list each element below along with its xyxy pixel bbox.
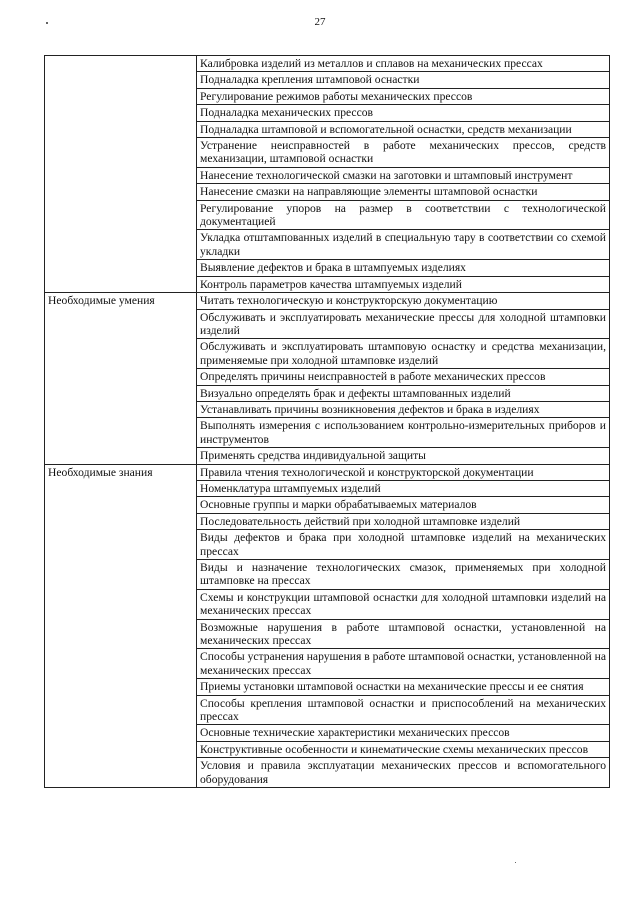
table-row (45, 293, 610, 309)
table-cell: Виды и назначение технологических смазок, применяемых при холодной штамповке на прессах (197, 560, 610, 590)
table-cell: Номенклатура штампуемых изделий (197, 480, 610, 496)
table-row (45, 56, 610, 72)
scan-speck (46, 22, 48, 24)
table-cell: Выполнять измерения с использованием контрольно-измерительных приборов и инструментов (197, 418, 610, 448)
table-cell: Выявление дефектов и брака в штампуемых изделиях (197, 260, 610, 276)
table-cell: Обслуживать и эксплуатировать штамповую оснастку и средства механизации, применяемые при холодной штамповке изделий (197, 339, 610, 369)
table-cell: Контроль параметров качества штампуемых изделий (197, 276, 610, 292)
table-cell: Определять причины неисправностей в работе механических прессов (197, 369, 610, 385)
section-label: Необходимые знания (45, 464, 197, 788)
table-cell: Способы устранения нарушения в работе штамповой оснастки, установленной на механических прессах (197, 649, 610, 679)
table-cell: Регулирование упоров на размер в соответствии с технологической документацией (197, 200, 610, 230)
scan-speck (515, 862, 516, 863)
table-row (45, 464, 610, 480)
table-cell: Регулирование режимов работы механических прессов (197, 88, 610, 104)
table-cell: Основные группы и марки обрабатываемых материалов (197, 497, 610, 513)
table-cell: Подналадка крепления штамповой оснастки (197, 72, 610, 88)
table-cell: Приемы установки штамповой оснастки на механические прессы и ее снятия (197, 679, 610, 695)
section-label: Необходимые умения (45, 293, 197, 464)
table-cell: Возможные нарушения в работе штамповой оснастки, установленной на механических прессах (197, 619, 610, 649)
table-cell: Виды дефектов и брака при холодной штамповке изделий на механических прессах (197, 530, 610, 560)
table-cell: Последовательность действий при холодной штамповке изделий (197, 513, 610, 529)
table-cell: Калибровка изделий из металлов и сплавов на механических прессах (197, 56, 610, 72)
table-cell: Устанавливать причины возникновения дефектов и брака в изделиях (197, 401, 610, 417)
table-cell: Схемы и конструкции штамповой оснастки для холодной штамповки изделий на механических прессах (197, 589, 610, 619)
table-cell: Нанесение технологической смазки на заготовки и штамповый инструмент (197, 167, 610, 183)
table-cell: Устранение неисправностей в работе механических прессов, средств механизации, штамповой оснастки (197, 138, 610, 168)
table-cell: Подналадка штамповой и вспомогательной оснастки, средств механизации (197, 121, 610, 137)
table-cell: Нанесение смазки на направляющие элементы штамповой оснастки (197, 184, 610, 200)
table-cell: Укладка отштампованных изделий в специальную тару в соответствии со схемой укладки (197, 230, 610, 260)
section-label (45, 56, 197, 293)
page-number: 27 (314, 16, 326, 28)
table-cell: Правила чтения технологической и конструкторской документации (197, 464, 610, 480)
table-cell: Визуально определять брак и дефекты штампованных изделий (197, 385, 610, 401)
table-cell: Способы крепления штамповой оснастки и приспособлений на механических прессах (197, 695, 610, 725)
table-cell: Читать технологическую и конструкторскую документацию (197, 293, 610, 309)
table-cell: Конструктивные особенности и кинематические схемы механических прессов (197, 741, 610, 757)
table-cell: Обслуживать и эксплуатировать механические прессы для холодной штамповки изделий (197, 309, 610, 339)
table-cell: Основные технические характеристики механических прессов (197, 725, 610, 741)
table-cell: Подналадка механических прессов (197, 105, 610, 121)
requirements-table (44, 55, 610, 788)
table-cell: Условия и правила эксплуатации механических прессов и вспомогательного оборудования (197, 758, 610, 788)
table-cell: Применять средства индивидуальной защиты (197, 448, 610, 464)
